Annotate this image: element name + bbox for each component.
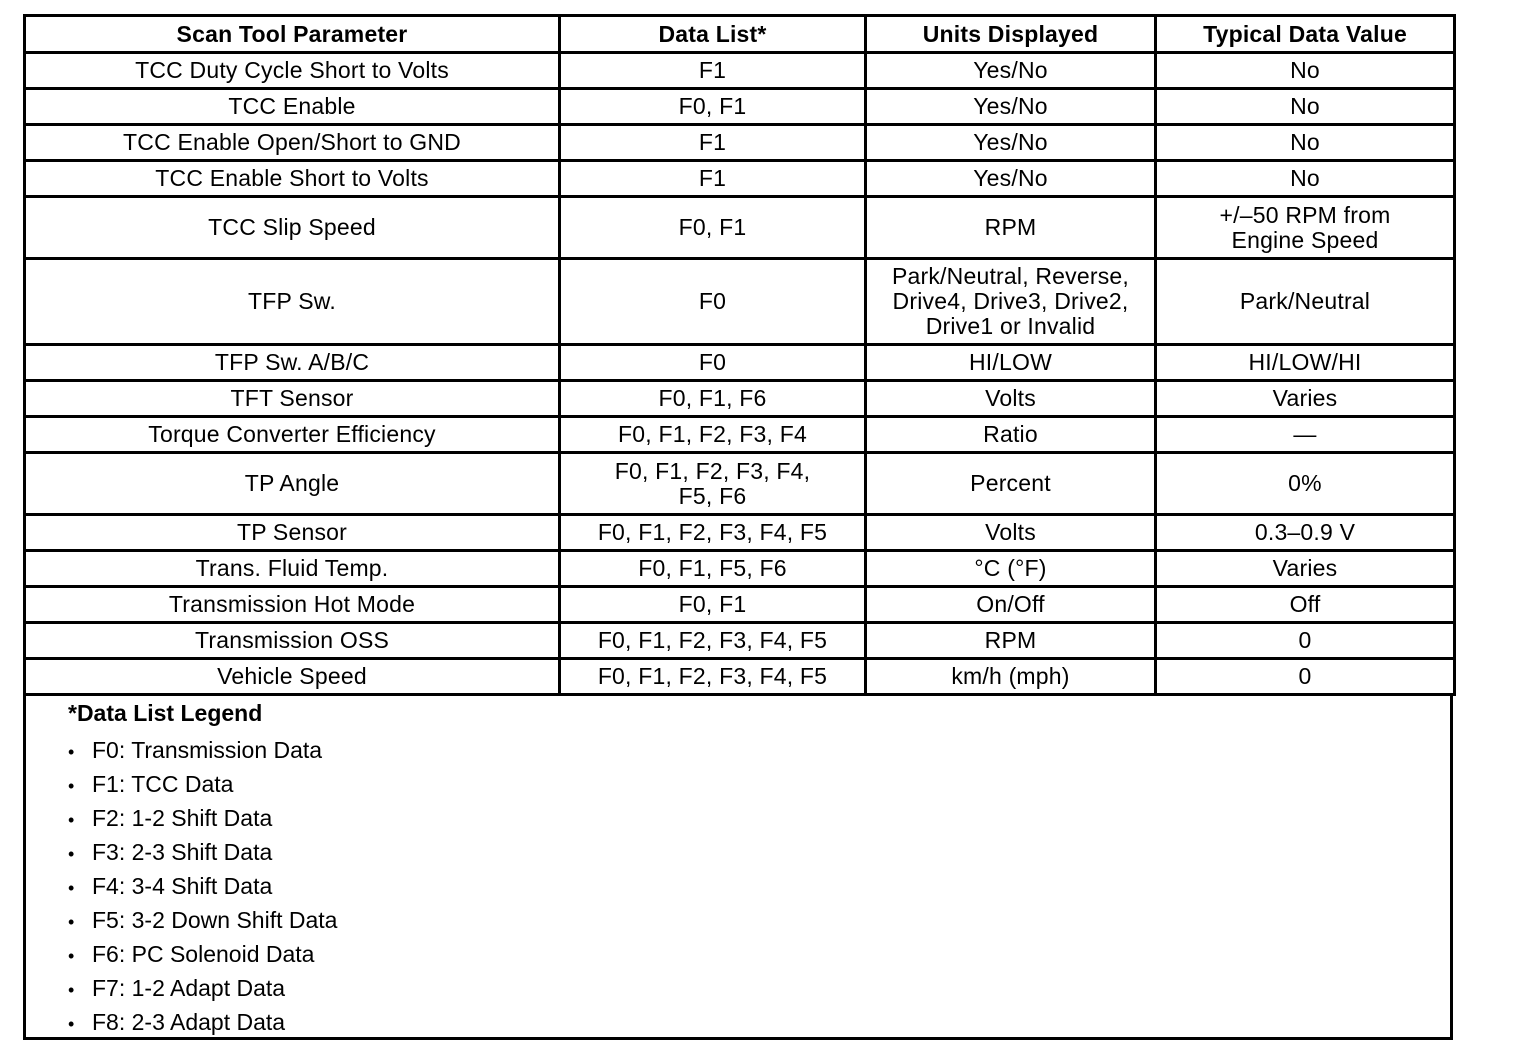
table-row (25, 515, 1455, 551)
list-item (68, 937, 1450, 971)
scan-tool-data-sheet (23, 14, 1453, 1040)
cell-data-list: F0, F1, F2, F3, F4 (560, 417, 866, 453)
legend-list (68, 733, 1450, 1039)
legend-item-text: F3: 2-3 Shift Data (92, 839, 273, 865)
cell-units: Volts (866, 515, 1156, 551)
cell-parameter: Transmission OSS (25, 623, 560, 659)
legend-item-text: F4: 3-4 Shift Data (92, 873, 273, 899)
legend-title: *Data List Legend (68, 700, 263, 726)
bullet-icon: • (68, 912, 75, 932)
table-row (25, 161, 1455, 197)
cell-units: °C (°F) (866, 551, 1156, 587)
table-row (25, 417, 1455, 453)
table-row (25, 659, 1455, 695)
table-row (25, 453, 1455, 515)
cell-units: Ratio (866, 417, 1156, 453)
list-item (68, 971, 1450, 1005)
cell-parameter: Transmission Hot Mode (25, 587, 560, 623)
cell-parameter: TCC Enable Open/Short to GND (25, 125, 560, 161)
table-row (25, 53, 1455, 89)
table-row (25, 623, 1455, 659)
table-row (25, 587, 1455, 623)
cell-parameter: TP Sensor (25, 515, 560, 551)
cell-units: RPM (866, 623, 1156, 659)
cell-parameter: Torque Converter Efficiency (25, 417, 560, 453)
cell-data-list: F0, F1 (560, 197, 866, 259)
bullet-icon: • (68, 810, 75, 830)
cell-typical-value: Park/Neutral (1156, 259, 1455, 345)
cell-data-list: F0, F1, F6 (560, 381, 866, 417)
scan-tool-parameter-table (23, 14, 1456, 696)
list-item (68, 869, 1450, 903)
cell-units: Volts (866, 381, 1156, 417)
cell-parameter: TCC Duty Cycle Short to Volts (25, 53, 560, 89)
bullet-icon: • (68, 878, 75, 898)
header-row (25, 16, 1455, 53)
cell-typical-value: HI/LOW/HI (1156, 345, 1455, 381)
cell-data-list: F0 (560, 345, 866, 381)
header-typical-data-value: Typical Data Value (1156, 16, 1455, 53)
cell-data-list: F0, F1 (560, 587, 866, 623)
cell-units: Yes/No (866, 161, 1156, 197)
cell-parameter: TFP Sw. A/B/C (25, 345, 560, 381)
cell-units: Yes/No (866, 125, 1156, 161)
bullet-icon: • (68, 1014, 75, 1034)
cell-parameter: TFT Sensor (25, 381, 560, 417)
cell-units: On/Off (866, 587, 1156, 623)
header-units-displayed: Units Displayed (866, 16, 1156, 53)
list-item (68, 767, 1450, 801)
cell-typical-value: Varies (1156, 381, 1455, 417)
cell-parameter: TCC Enable Short to Volts (25, 161, 560, 197)
cell-units: RPM (866, 197, 1156, 259)
cell-data-list: F0, F1, F2, F3, F4, F5 (560, 659, 866, 695)
cell-data-list: F0, F1, F2, F3, F4, F5, F6 (560, 453, 866, 515)
bullet-icon: • (68, 776, 75, 796)
list-item (68, 1005, 1450, 1039)
legend-item-text: F6: PC Solenoid Data (92, 941, 315, 967)
cell-parameter: TFP Sw. (25, 259, 560, 345)
legend-item-text: F8: 2-3 Adapt Data (92, 1009, 286, 1035)
cell-data-list: F1 (560, 161, 866, 197)
bullet-icon: • (68, 844, 75, 864)
bullet-icon: • (68, 946, 75, 966)
cell-data-list: F0, F1, F2, F3, F4, F5 (560, 623, 866, 659)
cell-units: Percent (866, 453, 1156, 515)
bullet-icon: • (68, 742, 75, 762)
cell-typical-value: 0.3–0.9 V (1156, 515, 1455, 551)
table-row (25, 345, 1455, 381)
bullet-icon: • (68, 980, 75, 1000)
cell-parameter: TCC Slip Speed (25, 197, 560, 259)
cell-typical-value: +/–50 RPM from Engine Speed (1156, 197, 1455, 259)
cell-data-list: F0, F1, F2, F3, F4, F5 (560, 515, 866, 551)
cell-typical-value: No (1156, 53, 1455, 89)
cell-data-list: F1 (560, 53, 866, 89)
legend-item-text: F1: TCC Data (92, 771, 234, 797)
table-row (25, 197, 1455, 259)
header-scan-tool-parameter: Scan Tool Parameter (25, 16, 560, 53)
cell-units: km/h (mph) (866, 659, 1156, 695)
cell-parameter: TP Angle (25, 453, 560, 515)
cell-data-list: F0, F1, F5, F6 (560, 551, 866, 587)
table-row (25, 259, 1455, 345)
table-row (25, 125, 1455, 161)
legend-item-text: F0: Transmission Data (92, 737, 323, 763)
table-row (25, 551, 1455, 587)
cell-parameter: Trans. Fluid Temp. (25, 551, 560, 587)
cell-typical-value: 0 (1156, 659, 1455, 695)
cell-typical-value: — (1156, 417, 1455, 453)
cell-data-list: F0 (560, 259, 866, 345)
cell-parameter: Vehicle Speed (25, 659, 560, 695)
legend-item-text: F7: 1-2 Adapt Data (92, 975, 286, 1001)
header-data-list: Data List* (560, 16, 866, 53)
legend-item-text: F2: 1-2 Shift Data (92, 805, 273, 831)
cell-typical-value: Off (1156, 587, 1455, 623)
cell-units: Yes/No (866, 89, 1156, 125)
list-item (68, 801, 1450, 835)
cell-parameter: TCC Enable (25, 89, 560, 125)
cell-units: HI/LOW (866, 345, 1156, 381)
cell-typical-value: 0% (1156, 453, 1455, 515)
cell-typical-value: No (1156, 161, 1455, 197)
list-item (68, 835, 1450, 869)
cell-typical-value: Varies (1156, 551, 1455, 587)
cell-typical-value: 0 (1156, 623, 1455, 659)
cell-data-list: F0, F1 (560, 89, 866, 125)
cell-units: Park/Neutral, Reverse, Drive4, Drive3, Drive2, Drive1 or Invalid (866, 259, 1156, 345)
cell-typical-value: No (1156, 125, 1455, 161)
table-row (25, 381, 1455, 417)
data-list-legend (23, 696, 1453, 1040)
table-row (25, 89, 1455, 125)
list-item (68, 733, 1450, 767)
cell-data-list: F1 (560, 125, 866, 161)
legend-item-text: F5: 3-2 Down Shift Data (92, 907, 338, 933)
cell-typical-value: No (1156, 89, 1455, 125)
list-item (68, 903, 1450, 937)
cell-units: Yes/No (866, 53, 1156, 89)
